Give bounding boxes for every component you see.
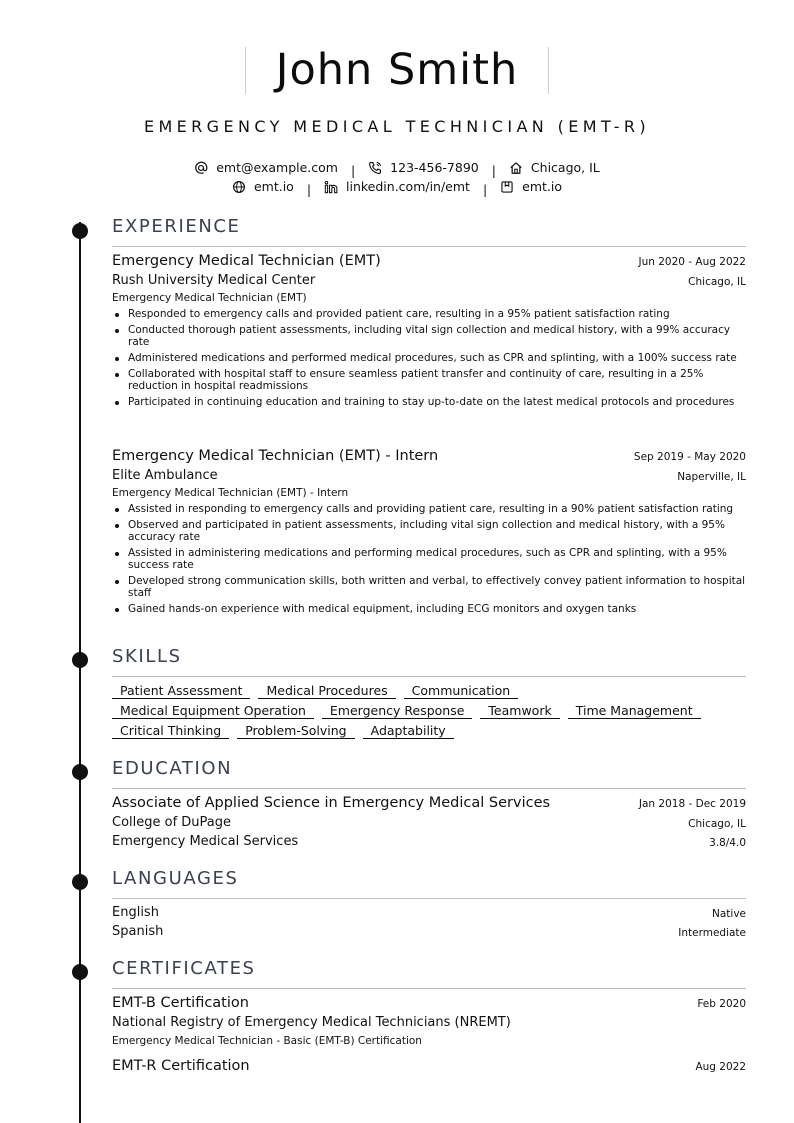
certificate-date-1: Feb 2020 <box>697 998 746 1010</box>
list-item: Conducted thorough patient assessments, including vital sign collection and medical history, with a 99% accuracy rate <box>112 324 746 348</box>
timeline-dot-certificates <box>72 964 88 980</box>
contact-location-text: Chicago, IL <box>530 160 600 175</box>
contact-portfolio-text: emt.io <box>522 179 563 194</box>
language-level: Native <box>712 908 746 920</box>
phone-icon <box>368 161 382 175</box>
skill-tag: Medical Procedures <box>258 683 395 699</box>
skill-tag: Adaptability <box>363 723 454 739</box>
section-heading-experience: EXPERIENCE <box>112 216 241 237</box>
job-date-1: Jun 2020 - Aug 2022 <box>638 256 746 268</box>
contact-website-text: emt.io <box>253 179 294 194</box>
section-rule <box>112 898 746 899</box>
skill-tag: Problem-Solving <box>237 723 354 739</box>
contact-email[interactable] <box>194 160 338 175</box>
globe-icon <box>232 180 246 194</box>
name-block <box>0 44 794 96</box>
section-heading-education: EDUCATION <box>112 758 233 779</box>
contact-portfolio[interactable] <box>500 179 562 194</box>
language-level: Intermediate <box>678 927 746 939</box>
skill-tag: Time Management <box>568 703 701 719</box>
contact-row-1 <box>0 160 794 178</box>
certificate-issuer-1: National Registry of Emergency Medical Technicians (NREMT) <box>112 1015 511 1030</box>
education-degree: Associate of Applied Science in Emergency Medical Services <box>112 795 551 811</box>
job-bullets-1 <box>112 308 746 412</box>
skill-tag: Medical Equipment Operation <box>112 703 314 719</box>
education-gpa: 3.8/4.0 <box>709 837 746 849</box>
candidate-name: John Smith <box>275 45 519 95</box>
timeline-line <box>79 222 81 1123</box>
certificate-description-1: Emergency Medical Technician - Basic (EMT-B) Certification <box>112 1035 422 1047</box>
timeline-dot-languages <box>72 874 88 890</box>
list-item: Assisted in administering medications and performing medical procedures, such as CPR and splinting, with a 95% success rate <box>112 547 746 571</box>
section-heading-languages: LANGUAGES <box>112 868 239 889</box>
education-field: Emergency Medical Services <box>112 834 299 849</box>
job-title: EMERGENCY MEDICAL TECHNICIAN (EMT-R) <box>143 117 651 136</box>
certificate-date-2: Aug 2022 <box>695 1061 746 1073</box>
timeline-dot-education <box>72 764 88 780</box>
contact-separator: | <box>482 181 488 197</box>
job-company-1: Rush University Medical Center <box>112 273 316 288</box>
job-role-1: Emergency Medical Technician (EMT) <box>112 292 307 304</box>
job-date-2: Sep 2019 - May 2020 <box>633 451 746 463</box>
list-item: Administered medications and performed medical procedures, such as CPR and splinting, with a 100% success rate <box>112 352 746 364</box>
section-rule <box>112 676 746 677</box>
language-name: English <box>112 905 159 920</box>
job-title-1: Emergency Medical Technician (EMT) <box>112 253 381 269</box>
skills-row <box>112 703 746 719</box>
list-item: Collaborated with hospital staff to ensure seamless patient transfer and continuity of care, resulting in a 25% reduction in hospital readmissions <box>112 368 746 392</box>
contact-separator: | <box>306 181 312 197</box>
list-item: Gained hands-on experience with medical equipment, including ECG monitors and oxygen tanks <box>112 603 746 615</box>
at-sign-icon <box>194 161 208 175</box>
contact-email-text: emt@example.com <box>216 160 338 175</box>
home-icon <box>509 161 523 175</box>
list-item: Observed and participated in patient assessments, including vital sign collection and medical history, with a 95% accuracy rate <box>112 519 746 543</box>
job-location-1: Chicago, IL <box>688 276 746 288</box>
contact-separator: | <box>491 162 496 178</box>
list-item: Developed strong communication skills, both written and verbal, to effectively convey patient information to hospital staff <box>112 575 746 599</box>
skill-tag: Emergency Response <box>322 703 473 719</box>
skills-row <box>112 723 746 739</box>
contact-website[interactable] <box>232 179 294 194</box>
section-rule <box>112 246 746 247</box>
job-location-2: Naperville, IL <box>677 471 746 483</box>
portfolio-icon <box>500 180 514 194</box>
linkedin-icon <box>324 180 338 194</box>
certificate-name-2: EMT-R Certification <box>112 1058 250 1074</box>
contact-linkedin[interactable] <box>324 179 470 194</box>
timeline-dot-experience <box>72 223 88 239</box>
education-date: Jan 2018 - Dec 2019 <box>638 798 746 810</box>
section-heading-skills: SKILLS <box>112 646 182 667</box>
contact-phone-text: 123-456-7890 <box>390 160 479 175</box>
skill-tag: Communication <box>404 683 519 699</box>
contact-row-2 <box>0 179 794 197</box>
job-company-2: Elite Ambulance <box>112 468 218 483</box>
list-item: Responded to emergency calls and provided patient care, resulting in a 95% patient satisfaction rating <box>112 308 746 320</box>
job-role-2: Emergency Medical Technician (EMT) - Intern <box>112 487 349 499</box>
contact-phone[interactable] <box>368 160 479 175</box>
list-item: Participated in continuing education and training to stay up-to-date on the latest medical protocols and procedures <box>112 396 746 408</box>
language-name: Spanish <box>112 924 164 939</box>
section-rule <box>112 988 746 989</box>
section-heading-certificates: CERTIFICATES <box>112 958 256 979</box>
skill-tag: Teamwork <box>480 703 559 719</box>
contact-separator: | <box>350 162 356 178</box>
contact-location <box>509 160 600 175</box>
job-title-2: Emergency Medical Technician (EMT) - Intern <box>112 448 439 464</box>
certificate-name-1: EMT-B Certification <box>112 995 249 1011</box>
skills-list <box>112 683 746 743</box>
skill-tag: Patient Assessment <box>112 683 250 699</box>
name-divider-right <box>548 47 549 94</box>
list-item: Assisted in responding to emergency calls and providing patient care, resulting in a 90% patient satisfaction rating <box>112 503 746 515</box>
skill-tag: Critical Thinking <box>112 723 229 739</box>
section-rule <box>112 788 746 789</box>
education-location: Chicago, IL <box>688 818 746 830</box>
skills-row <box>112 683 746 699</box>
education-school: College of DuPage <box>112 815 232 830</box>
job-bullets-2 <box>112 503 746 619</box>
timeline-dot-skills <box>72 652 88 668</box>
contact-linkedin-text: linkedin.com/in/emt <box>346 179 470 194</box>
